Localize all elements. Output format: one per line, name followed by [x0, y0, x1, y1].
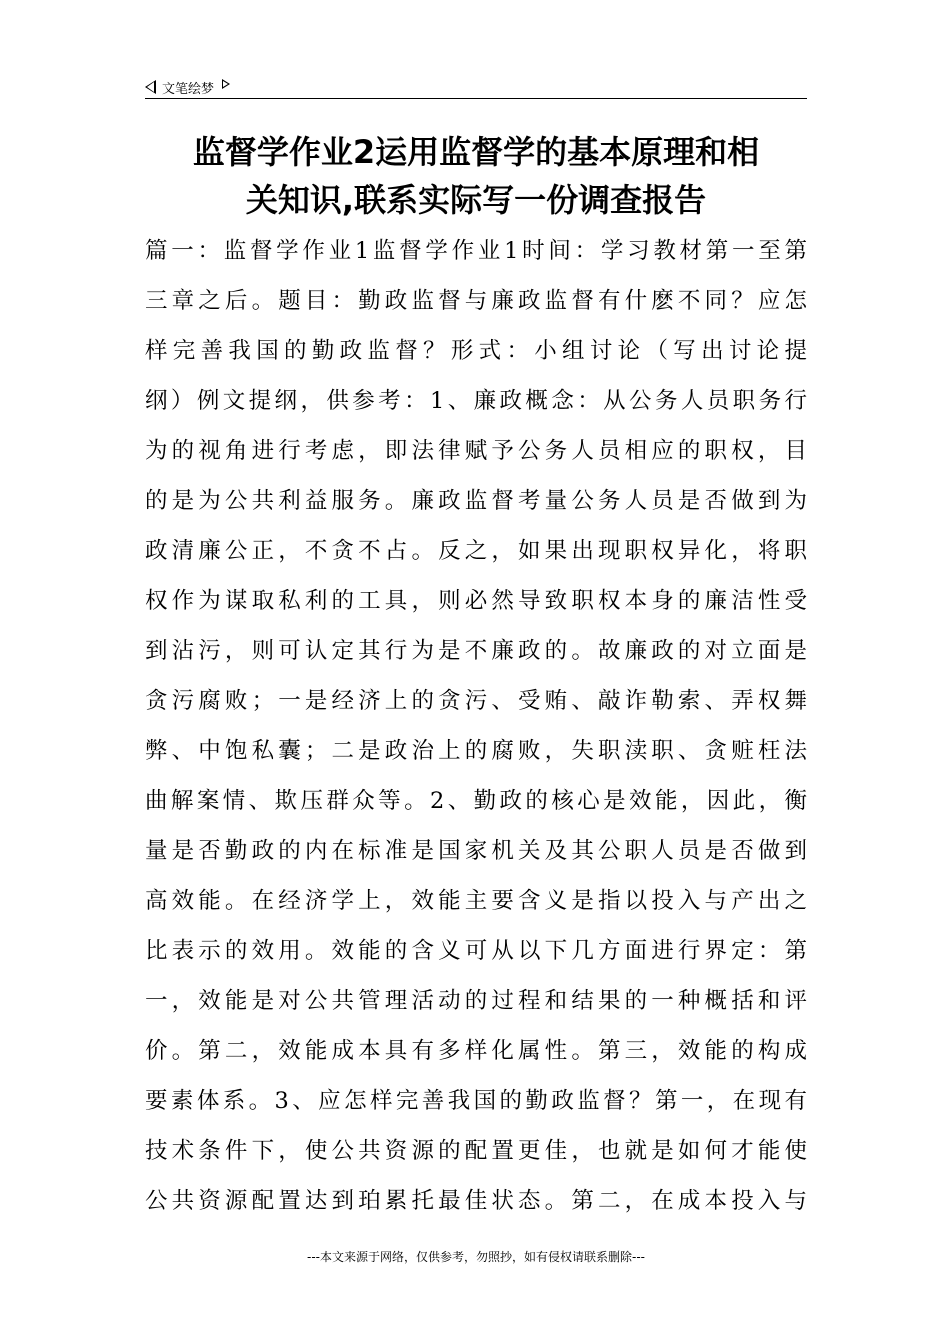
body-line: 权作为谋取私利的工具，则必然导致职权本身的廉洁性受 [145, 588, 807, 614]
body-line: 曲解案情、欺压群众等。2、勤政的核心是效能，因此，衡 [145, 788, 807, 814]
title-line-1: 监督学作业2运用监督学的基本原理和相 [192, 133, 760, 171]
page-header [145, 76, 807, 98]
header-brand: 文笔绘梦 [162, 81, 215, 97]
body-line: 弊、中饱私囊；二是政治上的腐败，失职渎职、贪赃枉法 [145, 738, 807, 764]
body-line: 篇一：监督学作业1监督学作业1时间：学习教材第一至第 [145, 238, 807, 264]
body-line: 政清廉公正，不贪不占。反之，如果出现职权异化，将职 [145, 538, 807, 564]
body-line: 纲）例文提纲，供参考：1、廉政概念：从公务人员职务行 [145, 388, 807, 414]
body-line: 为的视角进行考虑，即法律赋予公务人员相应的职权，目 [145, 438, 807, 464]
body-line: 价。第二，效能成本具有多样化属性。第三，效能的构成 [145, 1038, 807, 1064]
page-footer: ---本文来源于网络，仅供参考，勿照抄，如有侵权请联系删除--- [307, 1250, 645, 1264]
body-line: 量是否勤政的内在标准是国家机关及其公职人员是否做到 [145, 838, 807, 864]
body-line: 一，效能是对公共管理活动的过程和结果的一种概括和评 [145, 988, 807, 1014]
body-line: 三章之后。题目：勤政监督与廉政监督有什麽不同？应怎 [145, 288, 807, 314]
body-line: 高效能。在经济学上，效能主要含义是指以投入与产出之 [145, 888, 807, 914]
body-line: 技术条件下，使公共资源的配置更佳，也就是如何才能使 [145, 1138, 807, 1164]
document-body [145, 226, 807, 1226]
title-line-2: 关知识,联系实际写一份调查报告 [245, 181, 707, 219]
triangle-left-icon [145, 80, 156, 94]
header-divider [145, 98, 807, 99]
body-line: 要素体系。3、应怎样完善我国的勤政监督？第一，在现有 [145, 1088, 807, 1114]
body-line: 公共资源配置达到珀累托最佳状态。第二，在成本投入与 [145, 1188, 807, 1214]
triangle-right-icon [222, 79, 230, 89]
document-title [145, 128, 807, 224]
body-line: 到沾污，则可认定其行为是不廉政的。故廉政的对立面是 [145, 638, 807, 664]
body-line: 贪污腐败；一是经济上的贪污、受贿、敲诈勒索、弄权舞 [145, 688, 807, 714]
body-line: 样完善我国的勤政监督？形式：小组讨论（写出讨论提 [145, 338, 807, 364]
body-line: 比表示的效用。效能的含义可从以下几方面进行界定：第 [145, 938, 807, 964]
body-line: 的是为公共利益服务。廉政监督考量公务人员是否做到为 [145, 488, 807, 514]
